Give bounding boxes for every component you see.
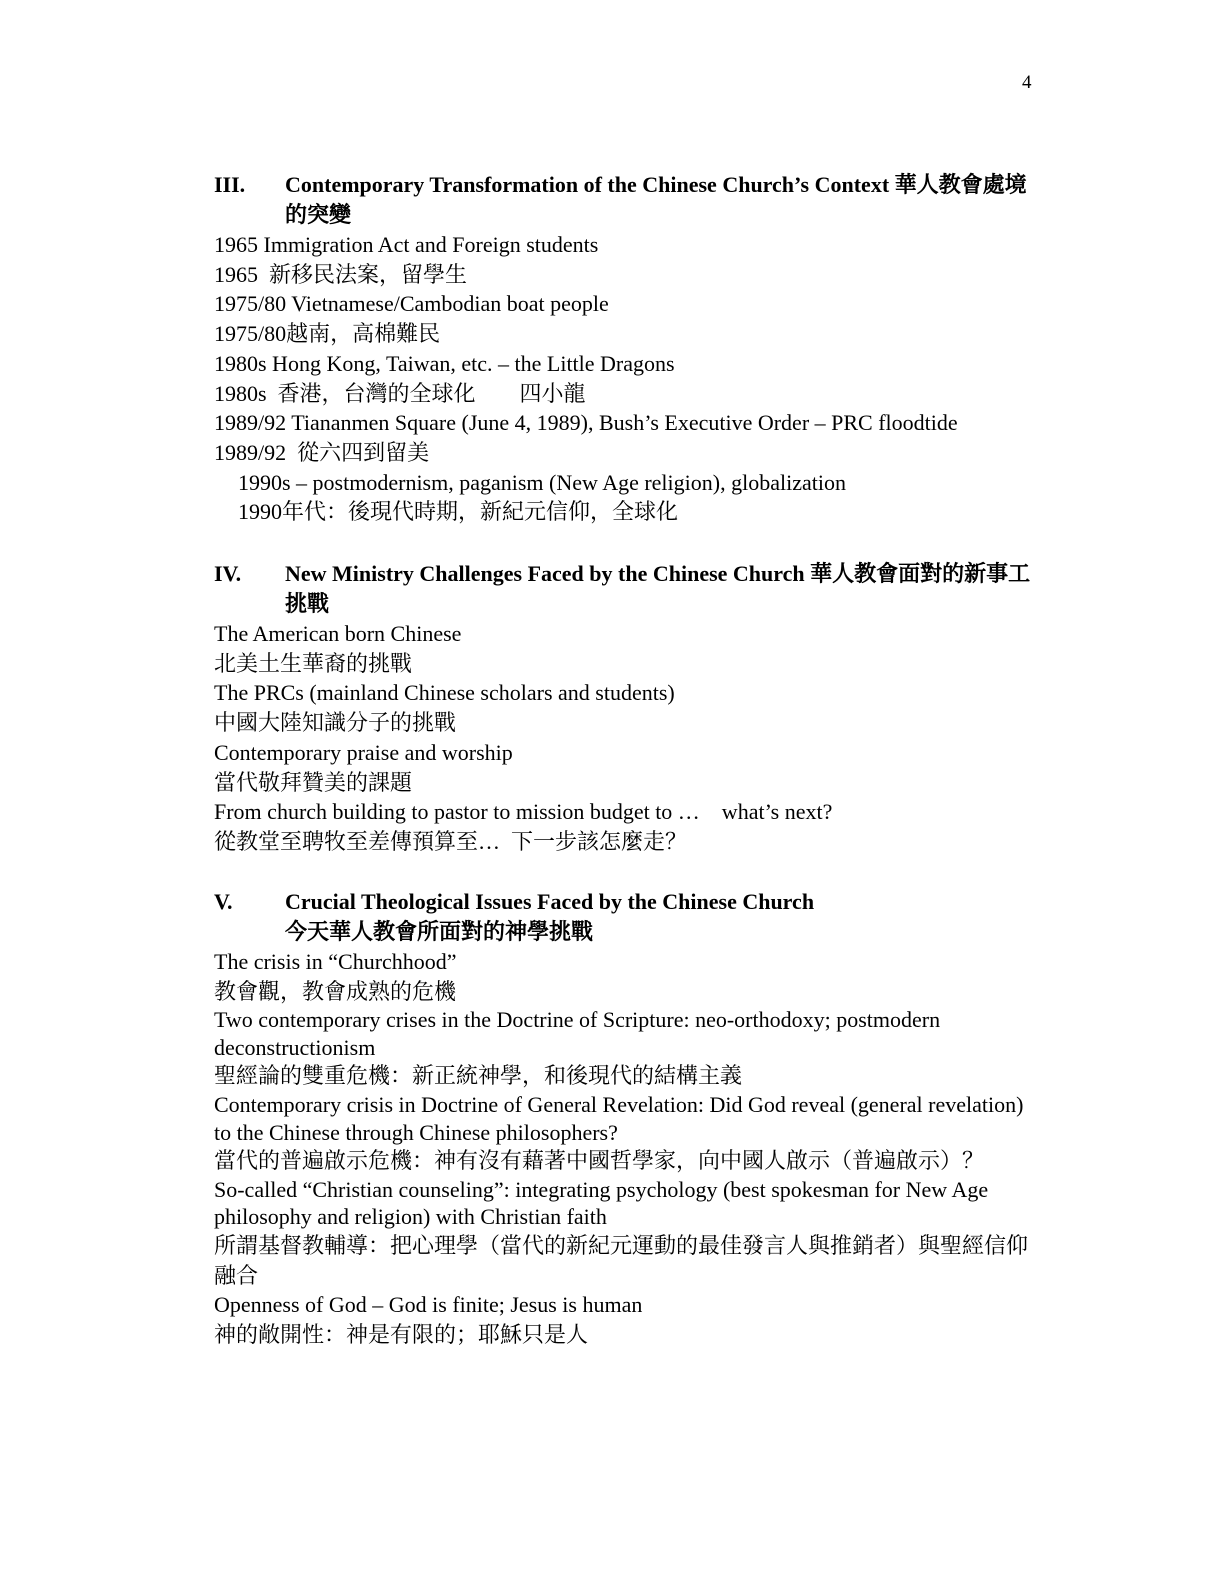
body-line: 1990s – postmodernism, paganism (New Age religion), globalization bbox=[238, 469, 846, 495]
section-number: IV. bbox=[214, 561, 242, 586]
body-line: 中國大陸知識分子的挑戰 bbox=[214, 710, 457, 736]
body-line: From church building to pastor to mission budget to … what’s next? bbox=[214, 799, 833, 825]
section-heading bbox=[214, 887, 1044, 947]
section-number: III. bbox=[214, 172, 246, 197]
section-v bbox=[214, 887, 1044, 1350]
body-line: 1965 Immigration Act and Foreign students bbox=[214, 232, 599, 257]
body-line: The American born Chinese bbox=[214, 621, 462, 646]
body-line: 1980s Hong Kong, Taiwan, etc. – the Little Dragons bbox=[214, 350, 675, 376]
body-line: Contemporary praise and worship bbox=[214, 739, 513, 765]
section-number: V. bbox=[214, 889, 233, 914]
section-iii bbox=[214, 170, 1044, 527]
body-line: 北美土生華裔的挑戰 bbox=[214, 650, 413, 676]
section-heading bbox=[214, 170, 1044, 230]
body-line: 1975/80 Vietnamese/Cambodian boat people bbox=[214, 291, 609, 317]
body-line: 1965 新移民法案，留學生 bbox=[214, 261, 468, 287]
body-line: 聖經論的雙重危機：新正統神學，和後現代的結構主義 bbox=[214, 1063, 743, 1089]
body-line: 從教堂至聘牧至差傳預算至… 下一步該怎麼走？ bbox=[214, 828, 688, 854]
body-line: Contemporary crisis in Doctrine of General Revelation: Did God reveal (general revelation) to the Chinese through Chinese philosophers? bbox=[214, 1092, 1029, 1145]
body-line: 1990年代：後現代時期，新紀元信仰，全球化 bbox=[238, 499, 679, 525]
body-line: So-called “Christian counseling”: integrating psychology (best spokesman for New Age philosophy and religion) with Christian faith bbox=[214, 1176, 994, 1230]
body-line: The crisis in “Churchhood” bbox=[214, 949, 457, 974]
body-line: 1989/92 Tiananmen Square (June 4, 1989), Bush’s Executive Order – PRC floodtide bbox=[214, 410, 958, 436]
section-title: New Ministry Challenges Faced by the Chinese Church 華人教會面對的新事工挑戰 bbox=[285, 561, 1031, 616]
body-line: Two contemporary crises in the Doctrine of Scripture: neo-orthodoxy; postmodern deconstructionism bbox=[214, 1007, 946, 1060]
body-line: 教會觀，教會成熟的危機 bbox=[214, 978, 457, 1004]
section-iv bbox=[214, 559, 1044, 857]
body-line: 當代敬拜贊美的課題 bbox=[214, 769, 413, 795]
body-line: 神的敞開性：神是有限的；耶穌只是人 bbox=[214, 1321, 589, 1347]
body-line: 所謂基督教輔導：把心理學（當代的新紀元運動的最佳發言人與推銷者）與聖經信仰融合 bbox=[214, 1232, 1029, 1288]
section-heading bbox=[214, 559, 1044, 619]
page-number: 4 bbox=[1022, 72, 1032, 93]
body-line: 1989/92 從六四到留美 bbox=[214, 439, 430, 465]
body-line: 1975/80越南，高棉難民 bbox=[214, 321, 441, 347]
body-line: 當代的普遍啟示危機：神有沒有藉著中國哲學家，向中國人啟示（普遍啟示）？ bbox=[214, 1148, 985, 1174]
body-line: Openness of God – God is finite; Jesus is human bbox=[214, 1292, 643, 1318]
body-line: 1980s 香港，台灣的全球化 四小龍 bbox=[214, 380, 586, 406]
section-title: Crucial Theological Issues Faced by the Chinese Church 今天華人教會所面對的神學挑戰 bbox=[285, 889, 815, 944]
body-line: The PRCs (mainland Chinese scholars and students) bbox=[214, 680, 675, 706]
section-title: Contemporary Transformation of the Chinese Church’s Context 華人教會處境的突變 bbox=[285, 172, 1027, 227]
